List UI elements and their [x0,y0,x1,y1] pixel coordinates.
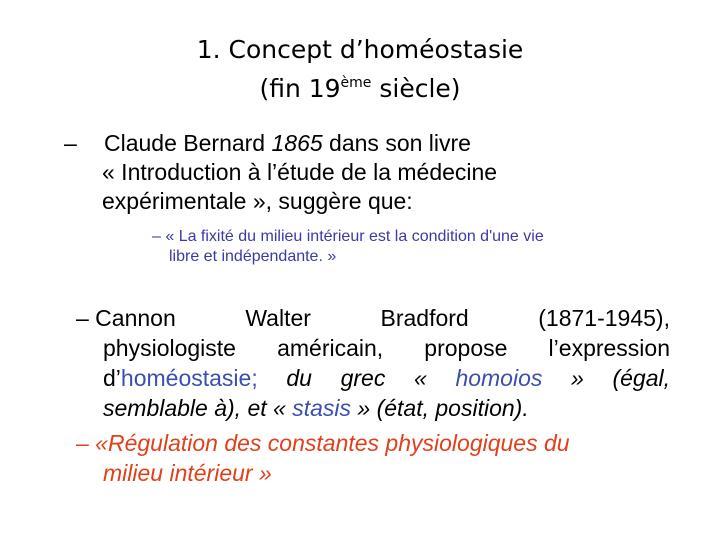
bernard-name: Claude Bernard [104,130,272,156]
bullet-1-line-2: « Introduction à l’étude de la médecine [102,159,498,185]
cannon-line-4 [76,393,670,423]
cannon-word-1: – Cannon [76,305,176,331]
title-line-2 [0,69,720,108]
cannon-line-1 [76,303,670,333]
regulation-line-2: milieu intérieur » [103,460,272,486]
cannon-line-2: physiologiste américain, propose l’expression [103,335,670,361]
bernard-text: dans son livre [322,130,471,156]
title-line-2-end: siècle) [371,74,461,103]
cannon-line-3 [76,363,670,393]
cannon-l3-a: d’ [103,365,121,391]
bullet-regulation [76,428,670,488]
term-stasis: stasis [292,395,352,421]
term-homeostasie: homéostasie; [120,365,258,391]
bullet-claude-bernard [64,129,664,216]
quote-line-2: libre et indépendante. » [169,248,337,265]
regulation-line-1: – «Régulation des constantes physiologiques du [76,430,570,456]
bullet-1-line-1 [64,129,664,158]
cannon-l3-c: du grec « [257,365,456,391]
cannon-word-3: Bradford [380,305,469,331]
term-homoios: homoios [455,365,543,391]
cannon-l4-c: » (état, position). [351,395,529,421]
bernard-year: 1865 [271,130,323,156]
cannon-l3-e: » (égal, [542,365,670,391]
slide-title [0,30,720,108]
quote-line-1: – « La fixité du milieu intérieur est la condition d'une vie [152,228,544,245]
bullet-1-line-3: expérimentale », suggère que: [102,188,413,214]
sub-bullet-quote [152,227,672,267]
cannon-word-4: (1871-1945), [538,305,670,331]
cannon-word-2: Walter [245,305,311,331]
bullet-dash: – [64,130,77,156]
title-superscript: ème [340,75,372,91]
cannon-l4-a: semblable à), et « [103,395,293,421]
bullet-cannon [76,303,670,423]
title-line-2-start: (fin 19 [259,74,341,103]
title-line-1: 1. Concept d’homéostasie [196,35,524,64]
